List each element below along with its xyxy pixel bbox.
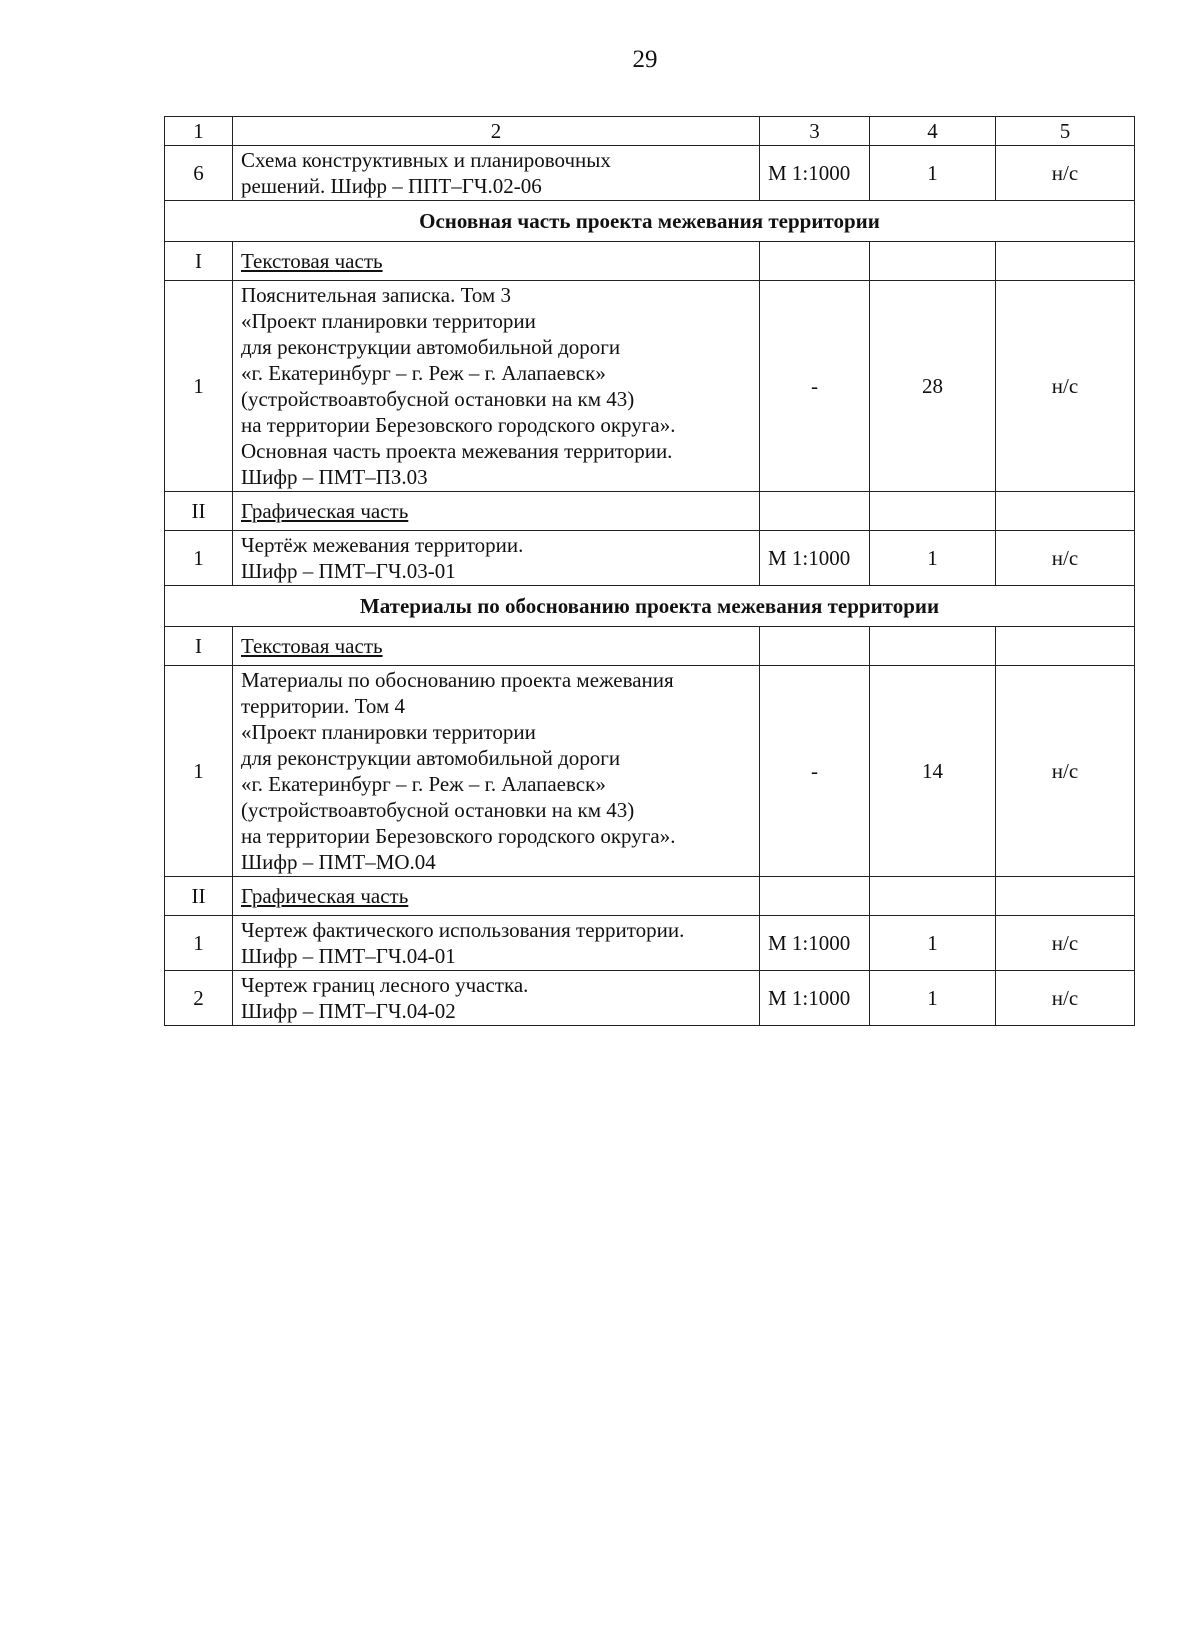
subsection-number: II xyxy=(165,877,233,916)
document-scale: М 1:1000 xyxy=(760,916,870,971)
document-scale: М 1:1000 xyxy=(760,971,870,1026)
sheet-count: 14 xyxy=(870,666,996,877)
subsection-label: Графическая часть xyxy=(241,499,409,523)
document-name: Чертеж границ лесного участка. Шифр – ПМТ–ГЧ.04-02 xyxy=(233,971,760,1026)
documents-register-table xyxy=(164,116,1135,1026)
table-row-explanatory-note xyxy=(165,281,1135,492)
document-name: Пояснительная записка. Том 3 «Проект планировки территории для реконструкции автомобильной дороги «г. Екатеринбург – г. Реж – г. Алапаевск» (устройствоавтобусной остановки на км 43) на территории Березовского городского округа». Основная часть проекта межевания территории. Шифр – ПМТ–ПЗ.03 xyxy=(233,281,760,492)
secrecy-stamp: н/с xyxy=(996,916,1135,971)
table-row-justification-materials xyxy=(165,666,1135,877)
document-scale: - xyxy=(760,281,870,492)
subsection-row-graphic xyxy=(165,492,1135,531)
header-col-4: 4 xyxy=(870,117,996,146)
secrecy-stamp: н/с xyxy=(996,971,1135,1026)
header-col-2: 2 xyxy=(233,117,760,146)
header-col-1: 1 xyxy=(165,117,233,146)
subsection-label: Графическая часть xyxy=(241,884,409,908)
sheet-count: 1 xyxy=(870,916,996,971)
section-title-main: Основная часть проекта межевания территории xyxy=(165,201,1135,242)
row-number: 2 xyxy=(165,971,233,1026)
section-title-justification: Материалы по обоснованию проекта межевания территории xyxy=(165,586,1135,627)
sheet-count: 1 xyxy=(870,146,996,201)
subsection-number: I xyxy=(165,242,233,281)
document-scale: - xyxy=(760,666,870,877)
table-header-row xyxy=(165,117,1135,146)
page-number: 29 xyxy=(632,46,658,73)
row-number: 1 xyxy=(165,666,233,877)
table-row-scheme xyxy=(165,146,1135,201)
sheet-count: 1 xyxy=(870,971,996,1026)
sheet-count: 28 xyxy=(870,281,996,492)
subsection-number: II xyxy=(165,492,233,531)
subsection-row-graphic xyxy=(165,877,1135,916)
secrecy-stamp: н/с xyxy=(996,281,1135,492)
row-number: 1 xyxy=(165,281,233,492)
subsection-row-text xyxy=(165,627,1135,666)
document-scale: М 1:1000 xyxy=(760,531,870,586)
secrecy-stamp: н/с xyxy=(996,666,1135,877)
secrecy-stamp: н/с xyxy=(996,146,1135,201)
subsection-number: I xyxy=(165,627,233,666)
subsection-row-text xyxy=(165,242,1135,281)
document-name: Схема конструктивных и планировочных решений. Шифр – ППТ–ГЧ.02-06 xyxy=(233,146,760,201)
table-row-forest-drawing xyxy=(165,971,1135,1026)
row-number: 1 xyxy=(165,531,233,586)
table-row-surveying-drawing xyxy=(165,531,1135,586)
document-name: Чертеж фактического использования территории. Шифр – ПМТ–ГЧ.04-01 xyxy=(233,916,760,971)
row-number: 6 xyxy=(165,146,233,201)
secrecy-stamp: н/с xyxy=(996,531,1135,586)
section-heading-row xyxy=(165,586,1135,627)
section-heading-row xyxy=(165,201,1135,242)
sheet-count: 1 xyxy=(870,531,996,586)
row-number: 1 xyxy=(165,916,233,971)
header-col-5: 5 xyxy=(996,117,1135,146)
document-name: Чертёж межевания территории. Шифр – ПМТ–ГЧ.03-01 xyxy=(233,531,760,586)
document-scale: М 1:1000 xyxy=(760,146,870,201)
subsection-label: Текстовая часть xyxy=(241,634,383,658)
document-name: Материалы по обоснованию проекта межевания территории. Том 4 «Проект планировки территории для реконструкции автомобильной дороги «г. Екатеринбург – г. Реж – г. Алапаевск» (устройствоавтобусной остановки на км 43) на территории Березовского городского округа». Шифр – ПМТ–МО.04 xyxy=(233,666,760,877)
subsection-label: Текстовая часть xyxy=(241,249,383,273)
header-col-3: 3 xyxy=(760,117,870,146)
table-row-usage-drawing xyxy=(165,916,1135,971)
